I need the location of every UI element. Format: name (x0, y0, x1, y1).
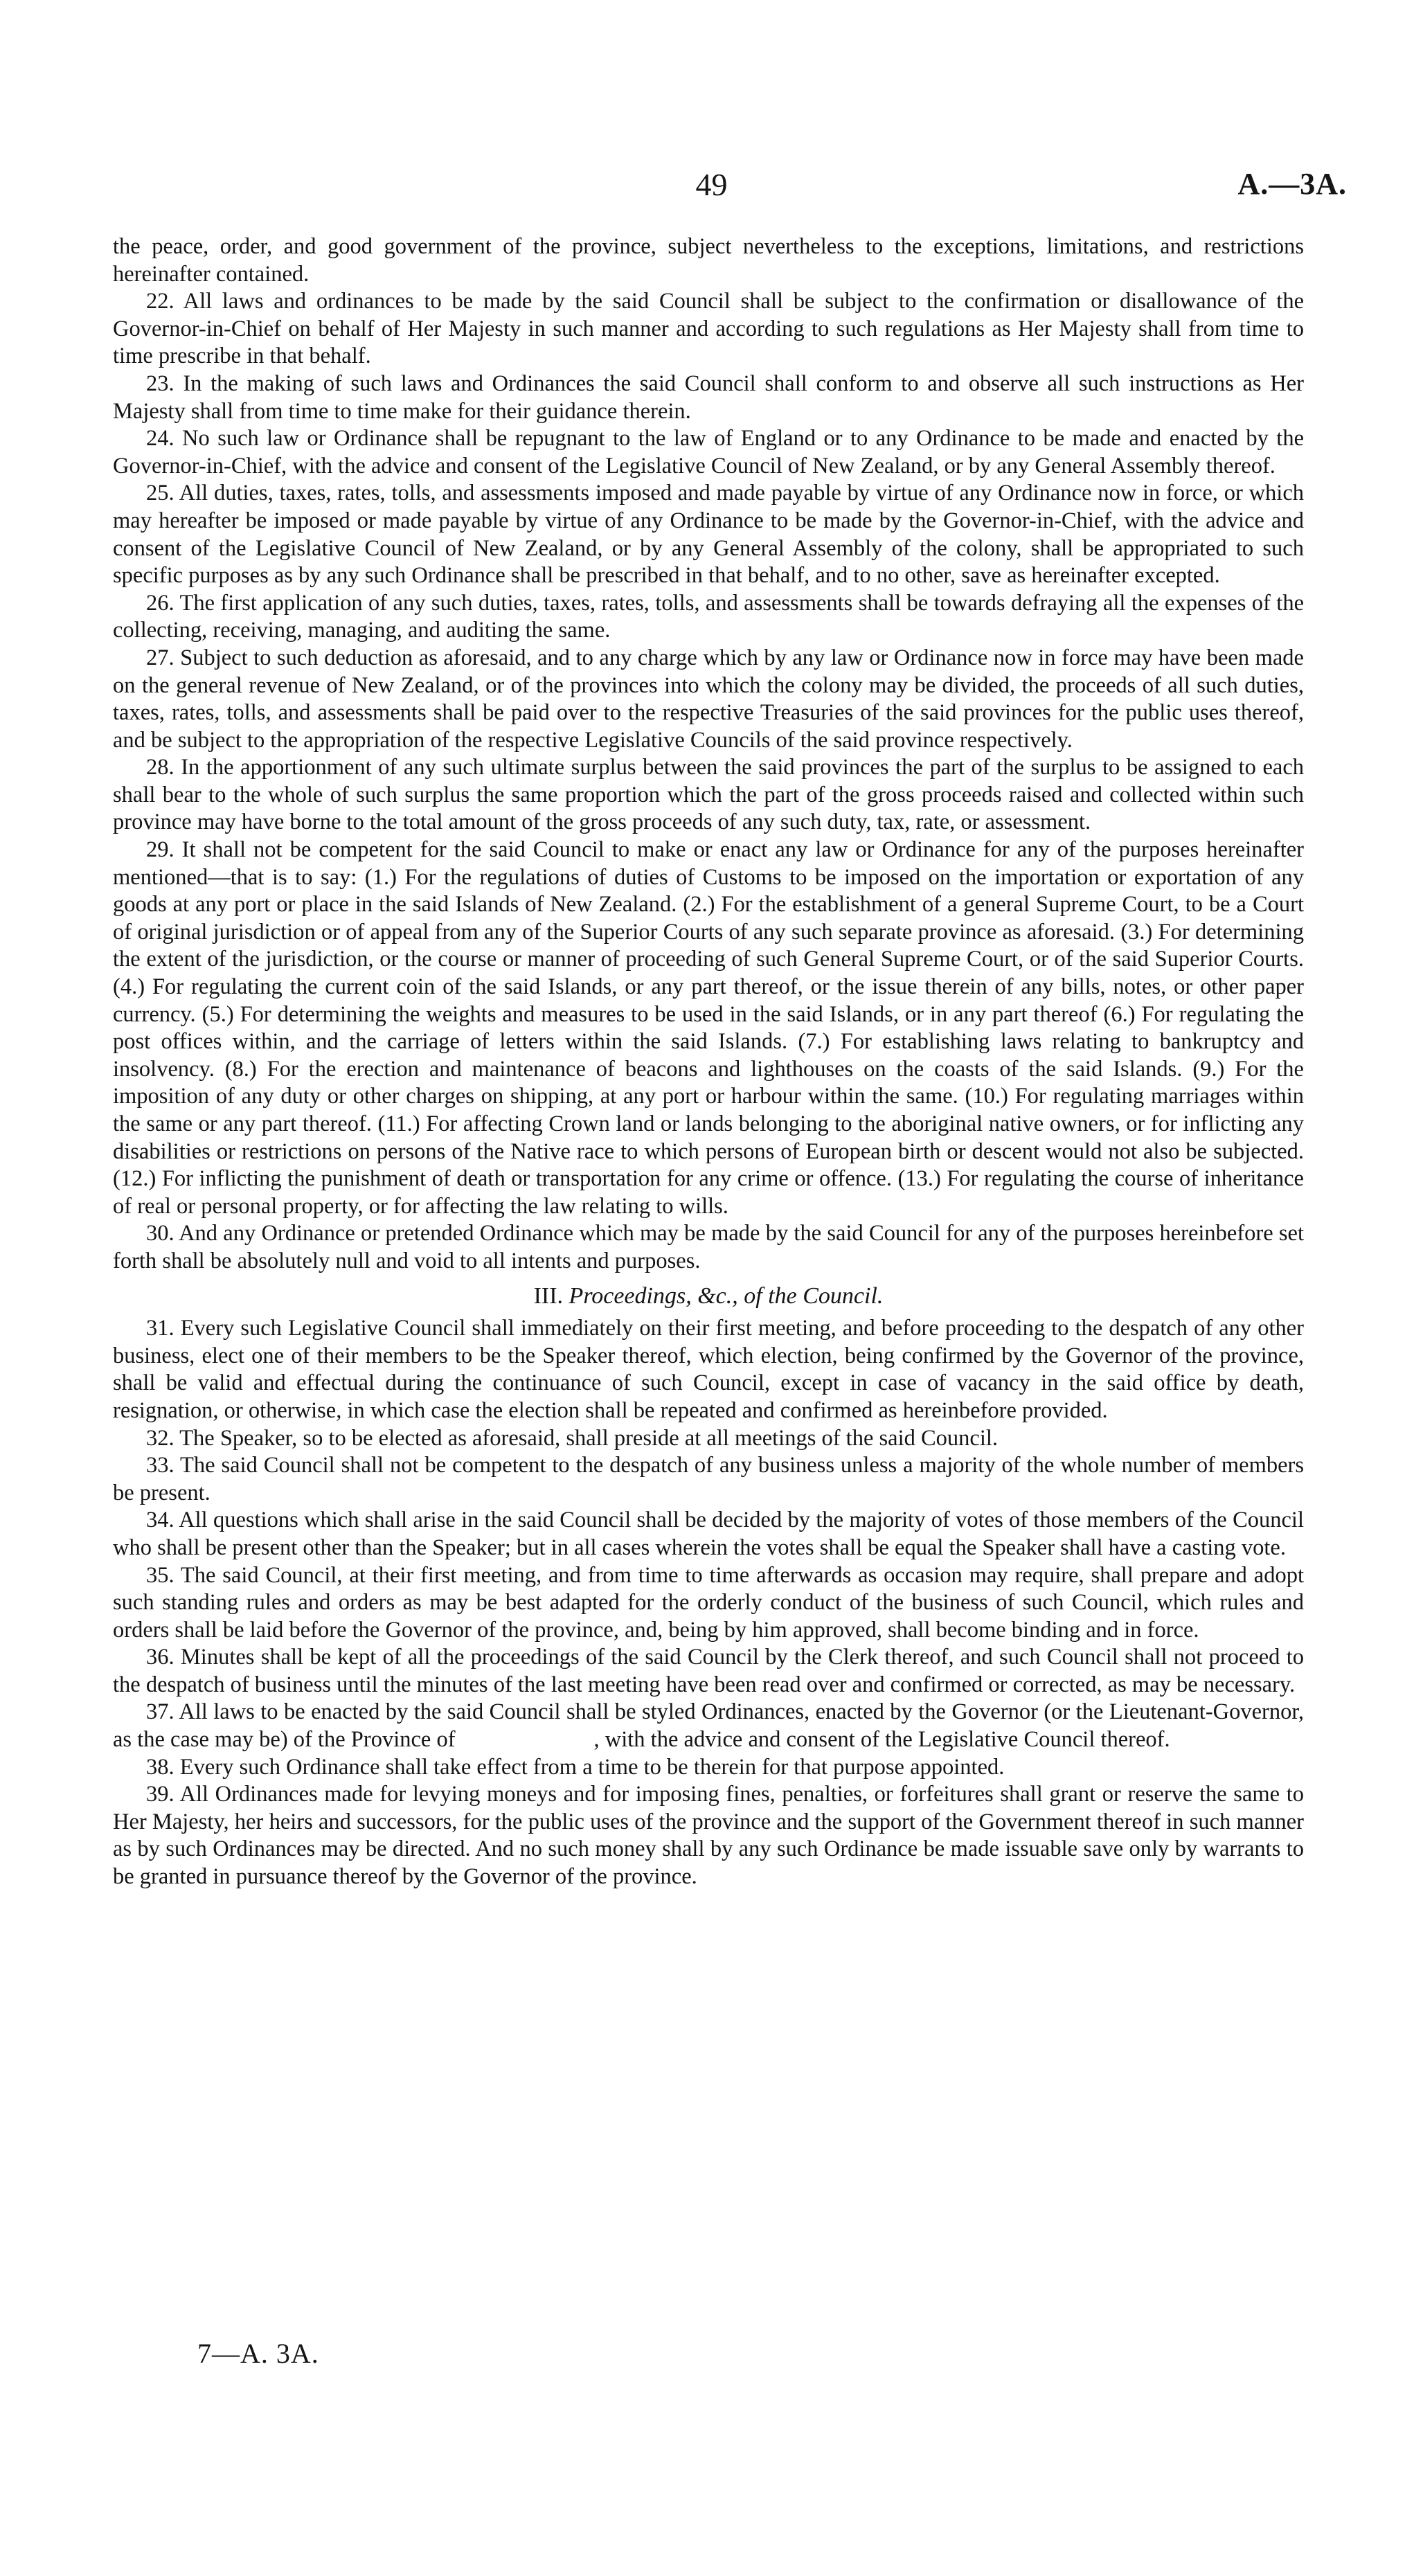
signature-reference: 7—A. 3A. (197, 2338, 319, 2369)
section-heading (113, 1282, 1304, 1310)
clause-27: 27. Subject to such deduction as aforesaid, and to any charge which by any law or Ordinance now in force may have been made on the general revenue of New Zealand, or of the provinces into which the colony may be divided, the proceeds of all such duties, taxes, rates, tolls, and assessments shall be paid over to the respective Treasuries of the said provinces for the public uses thereof, and be subject to the appropriation of the respective Legislative Councils of the said province respectively. (113, 645, 1304, 753)
clause-28: 28. In the apportionment of any such ultimate surplus between the said provinces the part of the surplus to be assigned to each shall bear to the whole of such surplus the same proportion which the part of the gross proceeds raised and collected within such province may have borne to the total amount of the gross proceeds of any such duty, tax, rate, or assessment. (113, 755, 1304, 835)
opening-paragraph: the peace, order, and good government of the province, subject nevertheless to the exceptions, limitations, and restrictions hereinafter contained. (113, 234, 1304, 287)
clause-31: 31. Every such Legislative Council shall immediately on their first meeting, and before proceeding to the despatch of any other business, elect one of their members to be the Speaker thereof, which election, being confirmed by the Governor of the province, shall be valid and effectual during the continuance of such Council, except in case of vacancy in the said office by death, resignation, or otherwise, in which case the election shall be repeated and confirmed as hereinbefore provided. (113, 1316, 1304, 1423)
clause-33: 33. The said Council shall not be competent to the despatch of any business unless a majority of the whole number of members be present. (113, 1453, 1304, 1505)
clause-34: 34. All questions which shall arise in the said Council shall be decided by the majority of votes of those members of the Council who shall be present other than the Speaker; but in all cases wherein the votes shall be equal the Speaker shall have a casting vote. (113, 1508, 1304, 1560)
clause-36: 36. Minutes shall be kept of all the proceedings of the said Council by the Clerk thereof, and such Council shall not proceed to the despatch of business until the minutes of the last meeting have been read over and confirmed or corrected, as may be necessary. (113, 1645, 1304, 1697)
clause-30: 30. And any Ordinance or pretended Ordinance which may be made by the said Council for any of the purposes hereinbefore set forth shall be absolutely null and void to all intents and purposes. (113, 1221, 1304, 1273)
clause-38: 38. Every such Ordinance shall take effect from a time to be therein for that purpose appointed. (146, 1754, 1005, 1780)
page-number: 49 (695, 167, 728, 202)
section-numeral: III. (533, 1282, 564, 1309)
clause-26: 26. The first application of any such duties, taxes, rates, tolls, and assessments shall be towards defraying all the expenses of the collecting, receiving, managing, and auditing the same. (113, 590, 1304, 643)
clause-37-text-b: , with the advice and consent of the Legislative Council thereof. (593, 1727, 1170, 1753)
clause-24: 24. No such law or Ordinance shall be repugnant to the law of England or to any Ordinance to be made and enacted by the Governor-in-Chief, with the advice and consent of the Legislative Council of New Zealand, or by any General Assembly thereof. (113, 426, 1304, 478)
clause-32: 32. The Speaker, so to be elected as aforesaid, shall preside at all meetings of the said Council. (146, 1425, 999, 1451)
clause-39: 39. All Ordinances made for levying moneys and for imposing fines, penalties, or forfeitures shall grant or reserve the same to Her Majesty, her heirs and successors, for the public uses of the province and the support of the Government thereof in such manner as by such Ordinances may be directed. And no such money shall by any such Ordinance be made issuable save only by warrants to be granted in pursuance thereof by the Governor of the province. (113, 1782, 1304, 1890)
clause-29: 29. It shall not be competent for the said Council to make or enact any law or Ordinance for any of the purposes hereinafter mentioned—that is to say: (1.) For the regulations of duties of Customs to be imposed on the importation or exportation of any goods at any port or place in the said Islands of New Zealand. (2.) For the establishment of a general Supreme Court, to be a Court of original jurisdiction or of appeal from any of the Superior Courts of any such separate province as aforesaid. (3.) For determining the extent of the jurisdiction, or the course or manner of proceeding of such General Supreme Court, or of the said Superior Courts. (4.) For regulating the current coin of the said Islands, or any part thereof, or the issue therein of any bills, notes, or other paper currency. (5.) For determining the weights and measures to be used in the said Islands, or in any part thereof (6.) For regulating the post offices within, and the carriage of letters within the said Islands. (7.) For establishing laws relating to bankruptcy and insolvency. (8.) For the erection and maintenance of beacons and lighthouses on the coasts of the said Islands. (9.) For the imposition of any duty or other charges on shipping, at any port or harbour within the same. (10.) For regulating marriages within the same or any part thereof. (11.) For affecting Crown land or lands belonging to the aboriginal native owners, or for inflicting any disabilities or restrictions on persons of the Native race to which persons of European birth or descent would not also be subjected. (12.) For inflicting the punishment of death or transportation for any crime or offence. (13.) For regulating the course of inheritance of real or personal property, or for affecting the law relating to wills. (113, 837, 1304, 1219)
section-title: Proceedings, &c., of the Council. (569, 1282, 884, 1309)
clause-37 (113, 1699, 1304, 1753)
clause-23: 23. In the making of such laws and Ordinances the said Council shall conform to and observe all such instructions as Her Majesty shall from time to time make for their guidance therein. (113, 370, 1304, 424)
document-body (113, 233, 1304, 1891)
clause-25: 25. All duties, taxes, rates, tolls, and assessments imposed and made payable by virtue of any Ordinance now in force, or which may hereafter be imposed or made payable by virtue of any Ordinance to be made by the Governor-in-Chief, with the advice and consent of the Legislative Council of New Zealand, or by any General Assembly of the colony, shall be appropriated to such specific purposes as by any such Ordinance shall be prescribed in that behalf, and to no other, save as hereinafter excepted. (113, 481, 1304, 589)
clause-37-text-a: 37. All laws to be enacted by the said Council shall be styled Ordinances, enacted by the Governor (or the Lieutenant-Governor, as the case may be) of the Province of (113, 1699, 1304, 1753)
clause-22: 22. All laws and ordinances to be made by the said Council shall be subject to the confirmation or disallowance of the Governor-in-Chief on behalf of Her Majesty in such manner and according to such regulations as Her Majesty shall from time to time prescribe in that behalf. (113, 289, 1304, 369)
paper-reference: A.—3A. (1237, 167, 1347, 201)
clause-35: 35. The said Council, at their first meeting, and from time to time afterwards as occasion may require, shall prepare and adopt such standing rules and orders as may be best adapted for the orderly conduct of the business of such Council, which rules and orders shall be laid before the Governor of the province, and, being by him approved, shall become binding and in force. (113, 1562, 1304, 1643)
